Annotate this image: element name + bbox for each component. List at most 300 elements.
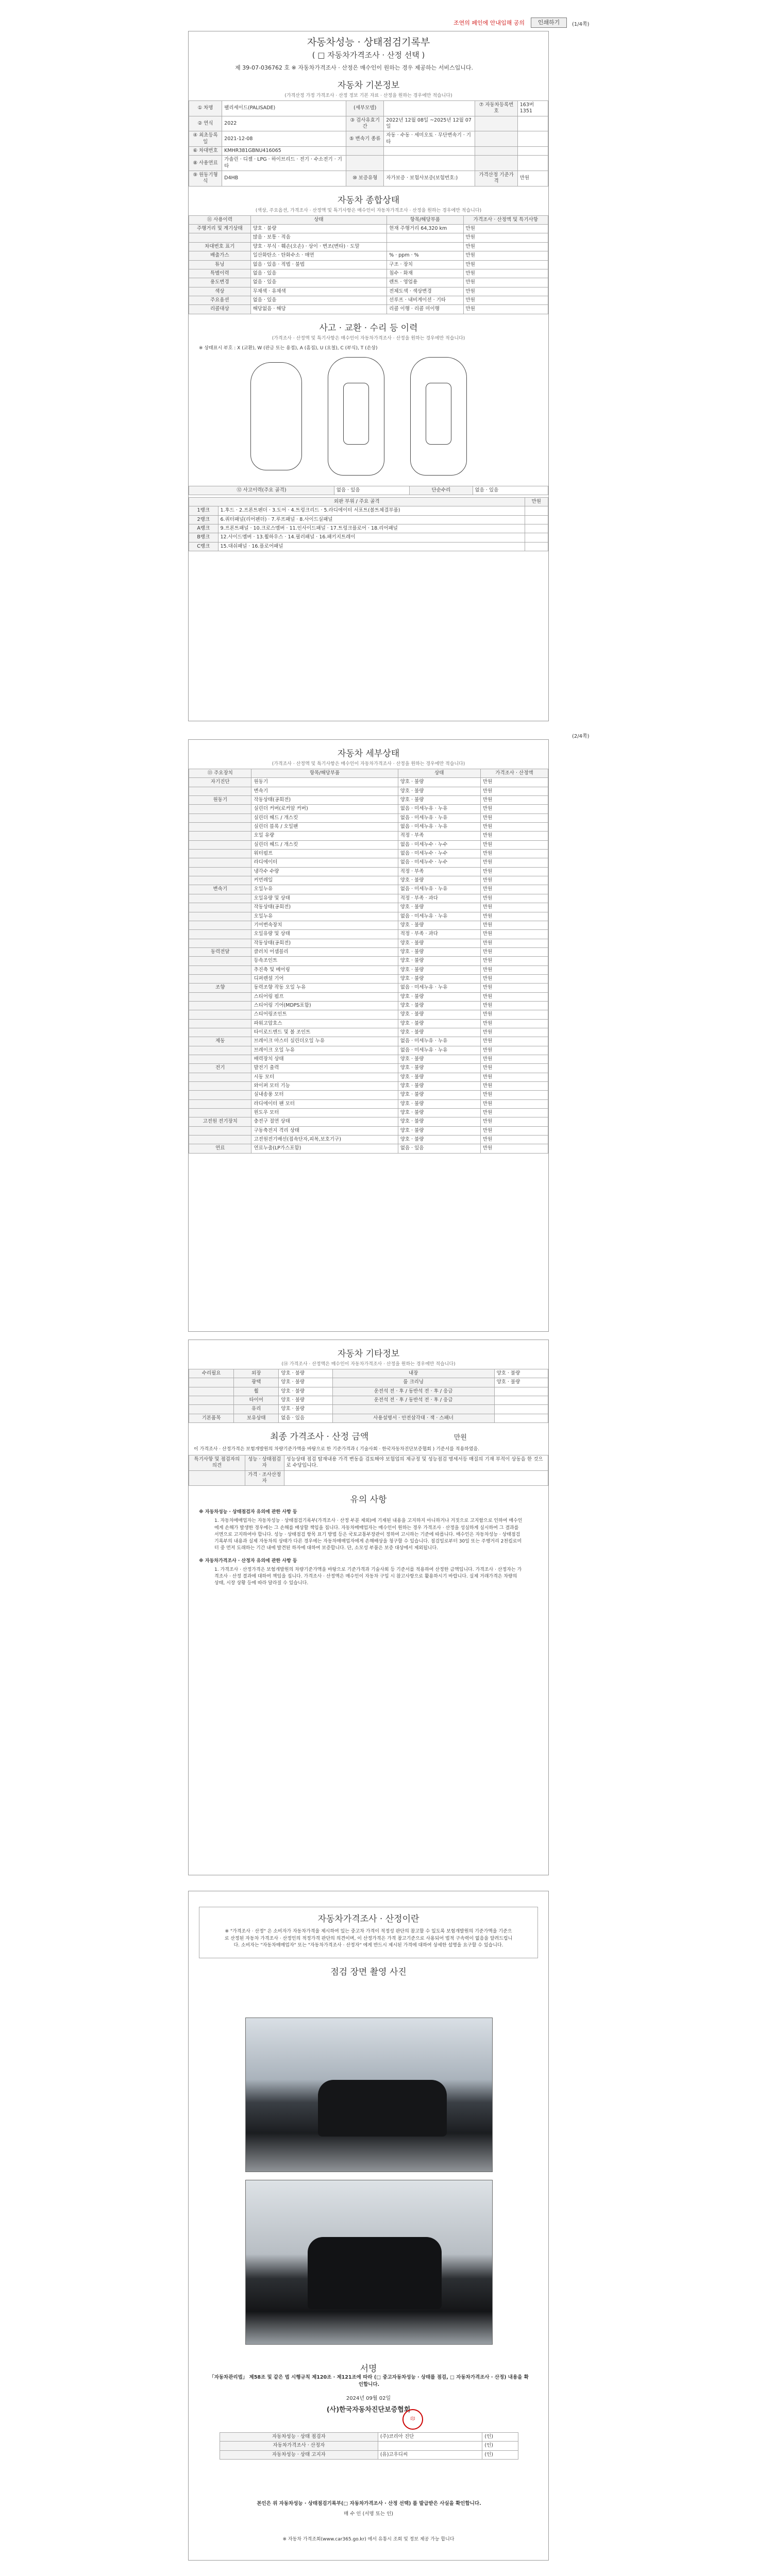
detail-price: 만원 [480, 1126, 548, 1135]
detail-part: 구동축전지 격리 상태 [251, 1126, 398, 1135]
detail-row [189, 858, 548, 867]
detail-row [189, 930, 548, 939]
basic-value-3 [517, 116, 548, 131]
other-item: 보유상태 [234, 1414, 279, 1422]
other-item: 광택 [234, 1378, 279, 1387]
detail-device [189, 850, 251, 858]
detail-part: 라디에이터 팬 모터 [251, 1099, 398, 1108]
detail-row [189, 992, 548, 1001]
parts-rank: C랭크 [189, 542, 219, 551]
other-row [189, 1396, 548, 1405]
page-3 [188, 1340, 549, 1875]
confirm-text: 본인은 위 자동차성능 · 상태점검기록부(□ 자동차가격조사 · 산정 선택) 를 발급받은 사실을 확인합니다. [257, 2501, 481, 2506]
detail-price: 만원 [480, 1028, 548, 1037]
detail-state: 양호 · 불량 [398, 903, 480, 912]
overall-row [189, 296, 548, 304]
detail-price: 만원 [480, 867, 548, 876]
basic-label-3 [475, 156, 517, 171]
detail-row [189, 1126, 548, 1135]
detail-state: 양호 · 불량 [398, 1064, 480, 1073]
signer-table [220, 2432, 518, 2460]
detail-state: 양호 · 불량 [398, 1126, 480, 1135]
overall-row [189, 233, 548, 242]
basic-label-2: ⑩ 보증유형 [346, 171, 384, 187]
parts-items: 6.쿼터패널(리어펜더) · 7.루프패널 · 8.사이드실패널 [218, 515, 525, 524]
other-row [189, 1405, 548, 1414]
overall-state: 많음 · 보통 · 적음 [250, 233, 387, 242]
basic-value-2: 자동 · 수동 · 세미오토 · 무단변속기 · 기타 [384, 131, 475, 147]
detail-row [189, 894, 548, 903]
other-item-2: 운전석 전 · 후 / 동반석 전 · 후 / 응급 [332, 1396, 494, 1405]
overall-state: 양호 · 부식 · 훼손(오손) · 상이 · 변조(변타) · 도말 [250, 242, 387, 251]
basic-label-3: ⑦ 자동차등록번호 [475, 101, 517, 116]
overall-item [387, 242, 463, 251]
detail-row [189, 1109, 548, 1117]
detail-part: 파워고압호스 [251, 1019, 398, 1028]
overall-label: 색상 [189, 287, 251, 296]
banner-box [199, 1907, 538, 1958]
detail-price: 만원 [480, 903, 548, 912]
detail-row [189, 921, 548, 929]
detail-device [189, 974, 251, 983]
special-label: 특기사항 및 점검자의 의견 [189, 1455, 245, 1471]
detail-device: 고전원 전기장치 [189, 1117, 251, 1126]
detail-part: 스티어링조인트 [251, 1010, 398, 1019]
basic-value-3 [517, 156, 548, 171]
parts-rank: A랭크 [189, 524, 219, 533]
parts-rank: B랭크 [189, 533, 219, 542]
accident-summary [189, 486, 548, 495]
basic-info-table [189, 100, 548, 187]
other-group [189, 1378, 234, 1387]
detail-part: 브레이크 마스터 실린더오일 누유 [251, 1037, 398, 1046]
other-state-2 [494, 1405, 548, 1414]
basic-value: KMHR381GBNU416065 [222, 147, 346, 156]
basic-value-2 [384, 101, 475, 116]
detail-device [189, 965, 251, 974]
overall-price: 만원 [463, 233, 548, 242]
parts-row [189, 533, 548, 542]
signer-seal: (인) [482, 2442, 518, 2450]
other-state: 양호 · 불량 [279, 1387, 332, 1396]
overall-row [189, 287, 548, 296]
basic-value-2: 자가보증 · 보험사보증(보험번호:) [384, 171, 475, 187]
detail-row [189, 984, 548, 992]
overall-label: 주요옵션 [189, 296, 251, 304]
detail-device [189, 1010, 251, 1019]
detail-price: 만원 [480, 965, 548, 974]
detail-price: 만원 [480, 805, 548, 814]
detail-row [189, 1019, 548, 1028]
overall-header-cell: 항목/해당부품 [387, 215, 463, 224]
detail-part: 스티어링 기어(MDPS포함) [251, 1001, 398, 1010]
final-title-text: 최종 가격조사 · 산정 금액 [270, 1432, 369, 1443]
detail-device [189, 1019, 251, 1028]
detail-price: 만원 [480, 1010, 548, 1019]
overall-price: 만원 [463, 225, 548, 233]
overall-state: 없음 · 있음 · 적법 · 불법 [250, 260, 387, 269]
detail-row [189, 850, 548, 858]
basic-value: 팰리세이드(PALISADE) [222, 101, 346, 116]
overall-price: 만원 [463, 260, 548, 269]
page-number-2: (2/4쪽) [572, 734, 590, 739]
signer-name: (유)고우디씨 [378, 2450, 482, 2459]
detail-state: 양호 · 불량 [398, 1082, 480, 1091]
inspection-photo-rear [245, 2180, 493, 2345]
parts-price-header: 만원 [525, 497, 548, 506]
detail-part: 시동 모터 [251, 1073, 398, 1081]
doc-title: 자동차성능 · 상태점검기록부 [307, 37, 430, 48]
detail-state: 양호 · 불량 [398, 1019, 480, 1028]
basic-row [189, 147, 548, 156]
detail-header-cell: 상태 [398, 769, 480, 778]
accident-summary-value: 없음 · 있음 [473, 486, 548, 495]
final-value: 만원 [453, 1434, 467, 1442]
overall-label: 배출가스 [189, 251, 251, 260]
detail-part: 와이퍼 모터 기능 [251, 1082, 398, 1091]
other-state-2 [494, 1387, 548, 1396]
overall-price: 만원 [463, 278, 548, 287]
overall-table [189, 215, 548, 314]
other-state: 양호 · 불량 [279, 1369, 332, 1378]
detail-state: 양호 · 불량 [398, 1109, 480, 1117]
car-frame-inner [426, 383, 451, 445]
detail-row [189, 1028, 548, 1037]
detail-state: 양호 · 불량 [398, 1091, 480, 1099]
special-row [189, 1455, 548, 1471]
detail-row [189, 1055, 548, 1064]
basic-label-2: ③ 검사유효기간 [346, 116, 384, 131]
other-item: 휠 [234, 1387, 279, 1396]
basic-value-3 [517, 147, 548, 156]
detail-device: 변속기 [189, 885, 251, 894]
detail-price: 만원 [480, 1099, 548, 1108]
page-number-1: (1/4쪽) [572, 22, 590, 27]
detail-device [189, 992, 251, 1001]
detail-part: 라디에이터 [251, 858, 398, 867]
overall-row [189, 269, 548, 278]
other-item-2: 룸 크리닝 [332, 1378, 494, 1387]
other-group [189, 1396, 234, 1405]
accident-summary-row [189, 486, 548, 495]
sign-text: 「자동차관리법」 제58조 및 같은 법 시행규칙 제120조 · 제121조에 따라 (□ 중고자동차성능 · 상태를 점검, □ 자동차가격조사 · 산정) 내용을 확인합니다. [209, 2375, 529, 2387]
detail-device [189, 823, 251, 832]
photo-title: 점검 장면 촬영 사진 [330, 1967, 407, 1977]
detail-state: 양호 · 불량 [398, 957, 480, 965]
overall-state: 없음 · 있음 [250, 296, 387, 304]
detail-row [189, 867, 548, 876]
parts-row [189, 515, 548, 524]
basic-value-2 [384, 156, 475, 171]
signer-role: 자동차가격조사 · 산정자 [220, 2442, 378, 2450]
detail-part: 연료누출(LP가스포함) [251, 1144, 398, 1153]
detail-price: 만원 [480, 1082, 548, 1091]
detail-row [189, 974, 548, 983]
detail-device [189, 814, 251, 822]
detail-device [189, 840, 251, 849]
doc-number: 제 39-07-036762 호 ※ 자동차가격조사 · 산정은 매수인이 원하는 경우 제공하는 서비스입니다. [235, 64, 473, 71]
detail-device [189, 876, 251, 885]
detail-device [189, 894, 251, 903]
detail-state: 양호 · 불량 [398, 787, 480, 795]
signer-role: 자동차성능 · 상태 고지자 [220, 2450, 378, 2459]
detail-part: 오일 유량 [251, 832, 398, 840]
other-group: 기본품목 [189, 1414, 234, 1422]
detail-device [189, 903, 251, 912]
overall-item: 리콜 이행 · 리콜 미이행 [387, 305, 463, 314]
car-photo-body [318, 2080, 447, 2137]
parts-row [189, 542, 548, 551]
detail-part: 냉각수 수량 [251, 867, 398, 876]
detail-row [189, 1082, 548, 1091]
other-state-2 [494, 1396, 548, 1405]
special-text: 성능상태 점검 탑재내용 가격 변동을 검토해야 보험업의 제규정 및 성능점검 명세서등 매질의 기재 부적이 상동을 한 것으로 수당입니다. [284, 1455, 548, 1471]
detail-price: 만원 [480, 1001, 548, 1010]
detail-price: 만원 [480, 778, 548, 787]
other-row [189, 1369, 548, 1378]
detail-row [189, 876, 548, 885]
signer-row [220, 2450, 518, 2459]
detail-price: 만원 [480, 912, 548, 921]
detail-part: 배력장치 상태 [251, 1055, 398, 1064]
detail-price: 만원 [480, 1091, 548, 1099]
other-note: (⑭ 가격조사 · 산정액은 매수인이 자동차가격조사 · 산정을 원하는 경우에만 적습니다) [281, 1362, 456, 1367]
car-outline-left-side [250, 362, 302, 470]
basic-row [189, 116, 548, 131]
detail-state: 양호 · 불량 [398, 939, 480, 947]
detail-note: (가격조사 · 산정액 및 특기사항은 매수인이 자동차가격조사 · 산정을 원하는 경우에만 적습니다) [272, 761, 465, 767]
overall-label: 튜닝 [189, 260, 251, 269]
detail-price: 만원 [480, 787, 548, 795]
overall-title: 자동차 종합상태 [337, 195, 400, 206]
detail-row [189, 957, 548, 965]
basic-info-note: (가격산정 가정 가격조사 · 산정 정보 기본 자료 · 산정을 원하는 경우에만 적습니다) [284, 93, 452, 98]
page-2 [188, 739, 549, 1332]
overall-price: 만원 [463, 305, 548, 314]
detail-device [189, 1091, 251, 1099]
basic-label-3: 가격산정 기준가격 [475, 171, 517, 187]
detail-part: 동력조향 작동 오일 누유 [251, 984, 398, 992]
detail-device: 조향 [189, 984, 251, 992]
other-item-2: 운전석 전 · 후 / 동반석 전 · 후 / 응급 [332, 1387, 494, 1396]
detail-state: 적정 · 부족 · 과다 [398, 894, 480, 903]
overall-header-cell: 가격조사 · 산정액 및 특기사항 [463, 215, 548, 224]
overall-state: 일산화탄소 · 탄화수소 · 매연 [250, 251, 387, 260]
overall-label: 주행거리 및 계기상태 [189, 225, 251, 233]
detail-row [189, 1037, 548, 1046]
basic-value-3: 만원 [517, 171, 548, 187]
detail-part: 오일유량 및 상태 [251, 894, 398, 903]
detail-price: 만원 [480, 921, 548, 929]
other-item: 외장 [234, 1369, 279, 1378]
other-row [189, 1414, 548, 1422]
other-state-2: 양호 · 불량 [494, 1378, 548, 1387]
basic-value: 가솔린 · 디젤 · LPG · 하이브리드 · 전기 · 수소전기 · 기타 [222, 156, 346, 171]
other-state: 양호 · 불량 [279, 1378, 332, 1387]
detail-state: 없음 · 미세누유 · 누유 [398, 984, 480, 992]
other-table [189, 1369, 548, 1423]
basic-value: D4HB [222, 171, 346, 187]
overall-header [189, 215, 548, 224]
signer-name [378, 2442, 482, 2450]
notice-body-2: 1. 가격조사 · 산정가격은 보험개발원의 차량기준가액을 바탕으로 기준가격과 기술사회 등 기준서를 적용하여 산정한 금액입니다. 가격조사 · 산정자는 가격조사 · 산정 결과에 대하여 책임을 집니다. 가격조사 · 산정액은 매수인이 자동차 구입 시 참고사항으로 활용하시기 바랍니다. 실제 거래가격은 차량의 상태, 시장 상황 등에 따라 달라질 수 있습니다. [214, 1567, 522, 1586]
detail-row [189, 939, 548, 947]
detail-price: 만원 [480, 1055, 548, 1064]
other-state-2: 양호 · 불량 [494, 1369, 548, 1378]
overall-item [387, 233, 463, 242]
basic-value: 2021-12-08 [222, 131, 346, 147]
detail-price: 만원 [480, 894, 548, 903]
basic-label-2 [346, 156, 384, 171]
detail-device [189, 1046, 251, 1055]
detail-device: 동력전달 [189, 947, 251, 956]
accident-title: 사고 · 교환 · 수리 등 이력 [319, 323, 418, 333]
overall-item: 전체도색 · 색상변경 [387, 287, 463, 296]
detail-device [189, 1136, 251, 1144]
parts-items: 15.대쉬패널 · 16.플로어패널 [218, 542, 525, 551]
parts-rank: 2랭크 [189, 515, 219, 524]
signer-row [220, 2433, 518, 2442]
other-group [189, 1387, 234, 1396]
detail-price: 만원 [480, 1019, 548, 1028]
detail-price: 만원 [480, 1136, 548, 1144]
special-text [284, 1470, 548, 1486]
detail-price: 만원 [480, 814, 548, 822]
detail-device [189, 1126, 251, 1135]
detail-price: 만원 [480, 992, 548, 1001]
detail-state: 없음 · 미세누수 · 누수 [398, 840, 480, 849]
detail-row [189, 814, 548, 822]
special-role: 가격 · 조사산정자 [245, 1470, 284, 1486]
other-state: 없음 · 있음 [279, 1414, 332, 1422]
detail-part: 원동기 [251, 778, 398, 787]
detail-price: 만원 [480, 832, 548, 840]
detail-row [189, 1073, 548, 1081]
basic-label: ② 연식 [189, 116, 222, 131]
signer-name: (주)코리아 진단 [378, 2433, 482, 2442]
detail-device: 연료 [189, 1144, 251, 1153]
special-row [189, 1470, 548, 1486]
basic-label: ① 차명 [189, 101, 222, 116]
detail-part: 충전구 절연 상태 [251, 1117, 398, 1126]
parts-price [525, 524, 548, 533]
detail-device [189, 912, 251, 921]
basic-value-2 [384, 147, 475, 156]
detail-part: 실린더 커버(로커암 커버) [251, 805, 398, 814]
overall-header-cell: ⑪ 사용이력 [189, 215, 251, 224]
detail-row [189, 912, 548, 921]
parts-items: 1.후드 · 2.프론트펜더 · 3.도어 · 4.트렁크리드 · 5.라디에이터 서포트(볼트체결부품) [218, 506, 525, 515]
other-item-2: 사용설명서 · 안전삼각대 · 잭 · 스패너 [332, 1414, 494, 1422]
accident-summary-label: ⑫ 사고이력(주요 골격) [189, 486, 334, 495]
banner-text: ※ "가격조사 · 산정" 은 소비자가 자동차가격을 제시하여 있는 중고차 가격이 적정성 판단의 참고할 수 있도록 보험개발원의 기준가액을 기준으로 산정된 자동차 가격조사 · 산정인의 적정가격 판단의 의견이며, 이 산정가격은 가격 참고기준으로 사용되어 법적 구속력이 없음을 알려드립니다. 소비자는 "자동차매매업자" 또는 "자동차가격조사 · 산정자" 에게 반드시 제시된 가격에 대하여 상세한 설명을 요구할 수 있습니다. [224, 1929, 513, 1948]
detail-price: 만원 [480, 850, 548, 858]
footer-note: ※ 자동차 가격조회(www.car365.go.kr) 에서 유통시 조회 및 정보 제공 가능 합니다 [282, 2537, 455, 2542]
detail-part: 스티어링 펌프 [251, 992, 398, 1001]
detail-header [189, 769, 548, 778]
detail-part: 실린더 헤드 / 개스킷 [251, 814, 398, 822]
basic-label-2 [346, 147, 384, 156]
detail-part: 작동상태(공회전) [251, 903, 398, 912]
detail-row [189, 840, 548, 849]
detail-table [189, 769, 548, 1154]
detail-row [189, 1117, 548, 1126]
basic-label: ⑥ 차대번호 [189, 147, 222, 156]
detail-title: 자동차 세부상태 [337, 749, 400, 759]
parts-price [525, 506, 548, 515]
basic-label: ⑨ 원동기형식 [189, 171, 222, 187]
detail-state: 양호 · 불량 [398, 796, 480, 805]
overall-label [189, 233, 251, 242]
detail-part: 기어변속장치 [251, 921, 398, 929]
overall-price: 만원 [463, 251, 548, 260]
detail-device [189, 858, 251, 867]
detail-device [189, 832, 251, 840]
overall-row [189, 242, 548, 251]
parts-price [525, 533, 548, 542]
print-button[interactable]: 인쇄하기 [531, 18, 567, 28]
detail-row [189, 787, 548, 795]
banner-title: 자동차가격조사 · 산정이란 [317, 1914, 419, 1924]
detail-part: 실린더 헤드 / 개스킷 [251, 840, 398, 849]
basic-value-3 [517, 131, 548, 147]
detail-part: 오일누유 [251, 912, 398, 921]
detail-state: 양호 · 불량 [398, 947, 480, 956]
detail-price: 만원 [480, 939, 548, 947]
car-roof [343, 383, 369, 445]
detail-state: 적정 · 부족 · 과다 [398, 930, 480, 939]
detail-device: 원동기 [189, 796, 251, 805]
detail-price: 만원 [480, 796, 548, 805]
detail-price: 만원 [480, 1037, 548, 1046]
signer-seal: (인) [482, 2450, 518, 2459]
notice-heading-2: ※ 자동차가격조사 · 산정자 유의에 관한 사항 등 [199, 1558, 297, 1564]
detail-device: 제동 [189, 1037, 251, 1046]
basic-label-2: ⑤ 변속기 종류 [346, 131, 384, 147]
detail-header-cell: 항목/해당부품 [251, 769, 398, 778]
detail-row [189, 1064, 548, 1073]
detail-price: 만원 [480, 1046, 548, 1055]
overall-price: 만원 [463, 269, 548, 278]
detail-device [189, 1001, 251, 1010]
detail-device [189, 787, 251, 795]
detail-part: 타이로드엔드 및 볼 조인트 [251, 1028, 398, 1037]
other-state: 양호 · 불량 [279, 1405, 332, 1414]
basic-label-3 [475, 131, 517, 147]
detail-price: 만원 [480, 1144, 548, 1153]
detail-state: 양호 · 불량 [398, 1055, 480, 1064]
detail-price: 만원 [480, 876, 548, 885]
parts-rank: 1랭크 [189, 506, 219, 515]
detail-state: 적정 · 부족 [398, 867, 480, 876]
detail-part: 워터펌프 [251, 850, 398, 858]
detail-row [189, 1001, 548, 1010]
basic-label-3 [475, 116, 517, 131]
detail-part: 발전기 출력 [251, 1064, 398, 1073]
detail-state: 양호 · 불량 [398, 974, 480, 983]
detail-state: 양호 · 불량 [398, 1028, 480, 1037]
overall-state: 무채색 · 유채색 [250, 287, 387, 296]
detail-part: 변속기 [251, 787, 398, 795]
detail-price: 만원 [480, 823, 548, 832]
signer-seal: (인) [482, 2433, 518, 2442]
other-item: 타이어 [234, 1396, 279, 1405]
company-seal: 印 [402, 2409, 423, 2430]
overall-item: % · ppm · % [387, 251, 463, 260]
detail-state: 없음 · 미세누수 · 누수 [398, 850, 480, 858]
car-diagram [189, 352, 548, 486]
detail-state: 없음 · 미세누수 · 누수 [398, 858, 480, 867]
